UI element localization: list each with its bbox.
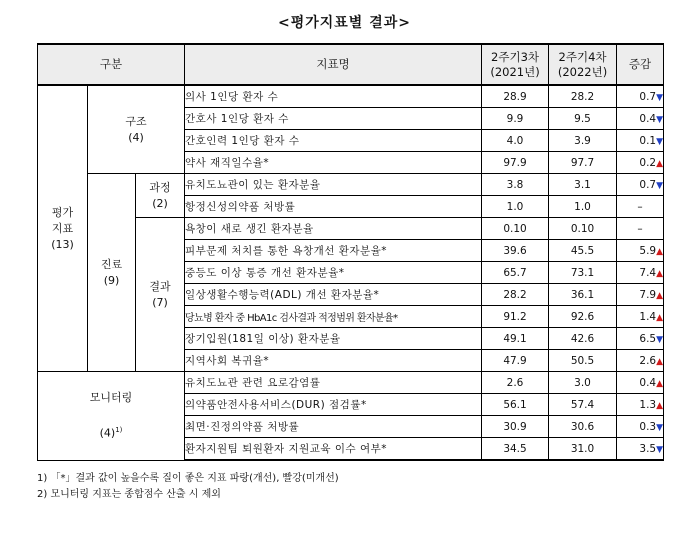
change-value: 0.2 [639, 156, 657, 169]
footnote-2: 2) 모니터링 지표는 종합점수 산출 시 제외 [37, 489, 221, 500]
value-2021: 28.9 [482, 85, 549, 108]
indicator-name: 욕창이 새로 생긴 환자분율 [185, 218, 482, 240]
change-value: 3.5 [639, 442, 657, 455]
value-2021: 30.9 [482, 416, 549, 438]
indicator-name: 의사 1인당 환자 수 [185, 85, 482, 108]
value-2022: 45.5 [549, 240, 617, 262]
indicator-name: 중등도 이상 통증 개선 환자분율* [185, 262, 482, 284]
change-value: 0.7 [639, 90, 657, 103]
change-cell [617, 416, 664, 438]
value-2022: 28.2 [549, 85, 617, 108]
value-2022: 31.0 [549, 438, 617, 461]
triangle-down-icon: ▼ [656, 92, 664, 103]
value-2022: 97.7 [549, 152, 617, 174]
triangle-up-icon: ▲ [656, 378, 664, 389]
triangle-up-icon: ▲ [656, 268, 664, 279]
change-value: 2.6 [639, 354, 657, 367]
value-2021: 9.9 [482, 108, 549, 130]
table-row [38, 174, 664, 196]
indicator-name: 유치도뇨관 관련 요로감염률 [185, 372, 482, 394]
value-2021: 34.5 [482, 438, 549, 461]
header-row [38, 44, 664, 85]
value-2021: 97.9 [482, 152, 549, 174]
value-2022: 42.6 [549, 328, 617, 350]
change-cell [617, 130, 664, 152]
triangle-up-icon: ▲ [656, 356, 664, 367]
group-monitoring: 모니터링 $(4)^{1)}$ [38, 372, 185, 461]
value-2022: 9.5 [549, 108, 617, 130]
value-2021: 2.6 [482, 372, 549, 394]
value-2022: 57.4 [549, 394, 617, 416]
no-change-dash: – [637, 222, 643, 235]
value-2022: 3.1 [549, 174, 617, 196]
change-cell [617, 85, 664, 108]
indicator-name: 간호인력 1인당 환자 수 [185, 130, 482, 152]
no-change-dash: – [637, 200, 643, 213]
change-cell [617, 174, 664, 196]
indicator-name: 항정신성의약품 처방률 [185, 196, 482, 218]
change-cell [617, 438, 664, 461]
triangle-up-icon: ▲ [656, 290, 664, 301]
indicator-name: 유치도뇨관이 있는 환자분율 [185, 174, 482, 196]
table-row [38, 85, 664, 108]
change-cell [617, 262, 664, 284]
change-value: 1.3 [639, 398, 657, 411]
value-2021: 1.0 [482, 196, 549, 218]
triangle-down-icon: ▼ [656, 114, 664, 125]
indicator-name: 약사 재직일수율* [185, 152, 482, 174]
group-evaluation: 평가 지표 (13) [38, 85, 88, 372]
value-2022: 0.10 [549, 218, 617, 240]
triangle-up-icon: ▲ [656, 246, 664, 257]
change-cell [617, 218, 664, 240]
indicator-name: 의약품안전사용서비스(DUR) 점검률* [185, 394, 482, 416]
change-cell [617, 350, 664, 372]
value-2022: 3.0 [549, 372, 617, 394]
page-title: <평가지표별 결과> [277, 15, 411, 31]
indicator-name: 피부문제 처치를 통한 욕창개선 환자분율* [185, 240, 482, 262]
footnotes [37, 471, 339, 503]
change-cell [617, 196, 664, 218]
value-2021: 39.6 [482, 240, 549, 262]
footnote-1: 1) 「*」결과 값이 높을수록 질이 좋은 지표 파랑(개선), 빨강(미개선) [37, 473, 339, 484]
value-2021: 49.1 [482, 328, 549, 350]
header-period3: 2주기3차 (2021년) [482, 44, 549, 85]
header-change: 증감 [617, 44, 664, 85]
change-value: 7.4 [639, 266, 657, 279]
change-value: 5.9 [639, 244, 657, 257]
indicator-name: 일상생활수행능력(ADL) 개선 환자분율* [185, 284, 482, 306]
change-cell [617, 108, 664, 130]
triangle-up-icon: ▲ [656, 400, 664, 411]
value-2021: 0.10 [482, 218, 549, 240]
change-value: 7.9 [639, 288, 657, 301]
value-2022: 92.6 [549, 306, 617, 328]
indicator-name: 장기입원(181일 이상) 환자분율 [185, 328, 482, 350]
value-2022: 50.5 [549, 350, 617, 372]
value-2021: 91.2 [482, 306, 549, 328]
triangle-down-icon: ▼ [656, 334, 664, 345]
change-value: 0.3 [639, 420, 657, 433]
triangle-down-icon: ▼ [656, 180, 664, 191]
change-value: 0.4 [639, 112, 657, 125]
triangle-up-icon: ▲ [656, 312, 664, 323]
value-2022: 3.9 [549, 130, 617, 152]
value-2021: 47.9 [482, 350, 549, 372]
triangle-down-icon: ▼ [656, 422, 664, 433]
triangle-up-icon: ▲ [656, 158, 664, 169]
indicator-name: 최면·진정의약품 처방률 [185, 416, 482, 438]
table-row [38, 372, 664, 394]
value-2022: 30.6 [549, 416, 617, 438]
group-treatment: 진료 (9) [88, 174, 136, 372]
change-value: 1.4 [639, 310, 657, 323]
change-cell [617, 152, 664, 174]
value-2022: 36.1 [549, 284, 617, 306]
header-indicator: 지표명 [185, 44, 482, 85]
triangle-down-icon: ▼ [656, 136, 664, 147]
change-value: 0.7 [639, 178, 657, 191]
value-2021: 28.2 [482, 284, 549, 306]
value-2022: 73.1 [549, 262, 617, 284]
change-value: 0.1 [639, 134, 657, 147]
change-value: 0.4 [639, 376, 657, 389]
value-2021: 3.8 [482, 174, 549, 196]
results-table [37, 43, 664, 461]
value-2021: 56.1 [482, 394, 549, 416]
group-structure: 구조 (4) [88, 85, 185, 174]
change-cell [617, 284, 664, 306]
header-category: 구분 [38, 44, 185, 85]
triangle-down-icon: ▼ [656, 444, 664, 455]
header-period4: 2주기4차 (2022년) [549, 44, 617, 85]
indicator-name: 간호사 1인당 환자 수 [185, 108, 482, 130]
change-cell [617, 394, 664, 416]
group-outcome: 결과 (7) [136, 218, 185, 372]
value-2022: 1.0 [549, 196, 617, 218]
change-cell [617, 372, 664, 394]
indicator-name: 지역사회 복귀율* [185, 350, 482, 372]
indicator-name: 환자지원팀 퇴원환자 지원교육 이수 여부* [185, 438, 482, 461]
change-cell [617, 328, 664, 350]
change-cell [617, 240, 664, 262]
indicator-name: 당뇨병 환자 중 HbA1c 검사결과 적정범위 환자분율* [185, 306, 482, 328]
change-value: 6.5 [639, 332, 657, 345]
value-2021: 4.0 [482, 130, 549, 152]
change-cell [617, 306, 664, 328]
group-process: 과정 (2) [136, 174, 185, 218]
value-2021: 65.7 [482, 262, 549, 284]
